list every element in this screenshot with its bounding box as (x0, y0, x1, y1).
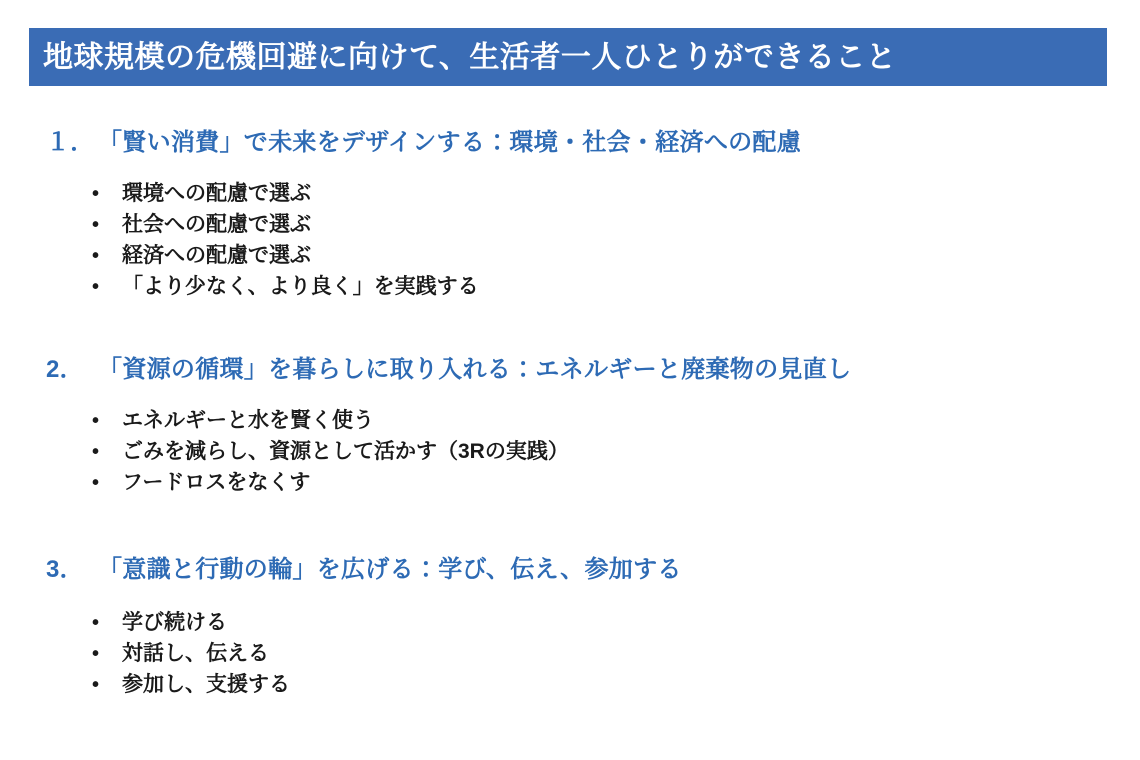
section-1 (0, 122, 1140, 297)
list-item-label: 環境への配慮で選ぶ (122, 182, 311, 205)
section-3-bullet-list (0, 612, 1140, 695)
list-item-label: フードロスをなくす (122, 471, 311, 494)
section-2-heading (0, 349, 1140, 384)
list-item-label: 経済への配慮で選ぶ (122, 244, 311, 267)
bullet-dot-icon: • (92, 245, 100, 267)
list-item (92, 214, 1140, 235)
bullet-dot-icon: • (92, 214, 100, 236)
section-1-number: １． (46, 129, 95, 156)
section-3-heading (0, 549, 1140, 584)
section-2-bullet-list (0, 410, 1140, 493)
bullet-dot-icon: • (92, 441, 100, 463)
bullet-dot-icon: • (92, 643, 100, 665)
list-item-label: 学び続ける (122, 611, 227, 634)
section-1-bullet-list (0, 183, 1140, 297)
bullet-dot-icon: • (92, 612, 100, 634)
section-3 (0, 549, 1140, 695)
bullet-dot-icon: • (92, 183, 100, 205)
bullet-dot-icon: • (92, 674, 100, 696)
section-2 (0, 349, 1140, 493)
slide-body (0, 100, 1140, 709)
list-item (92, 183, 1140, 204)
bullet-dot-icon: • (92, 472, 100, 494)
slide-title-bar (29, 28, 1107, 86)
list-item-label: 対話し、伝える (122, 642, 269, 665)
list-item-label: エネルギーと水を賢く使う (122, 409, 374, 432)
bullet-dot-icon: • (92, 410, 100, 432)
page-title: 地球規模の危機回避に向けて、生活者一人ひとりができること (43, 40, 897, 74)
list-item (92, 276, 1140, 297)
list-item-label: 参加し、支援する (122, 673, 290, 696)
bullet-dot-icon: • (92, 276, 100, 298)
list-item (92, 441, 1140, 462)
list-item (92, 643, 1140, 664)
list-item-label: 社会への配慮で選ぶ (122, 213, 311, 236)
section-3-number: 3． (46, 556, 84, 583)
list-item (92, 472, 1140, 493)
list-item (92, 245, 1140, 266)
list-item-label: ごみを減らし、資源として活かす（3Rの実践） (122, 440, 569, 463)
list-item (92, 612, 1140, 633)
list-item-label: 「より少なく、より良く」を実践する (122, 275, 479, 298)
section-3-title: 「意識と行動の輪」を広げる：学び、伝え、参加する (98, 556, 682, 583)
section-1-heading (0, 122, 1140, 157)
list-item (92, 410, 1140, 431)
section-1-title: 「賢い消費」で未来をデザインする：環境・社会・経済への配慮 (98, 129, 802, 156)
section-2-number: 2． (46, 356, 84, 383)
section-2-title: 「資源の循環」を暮らしに取り入れる：エネルギーと廃棄物の見直し (98, 356, 852, 383)
list-item (92, 674, 1140, 695)
